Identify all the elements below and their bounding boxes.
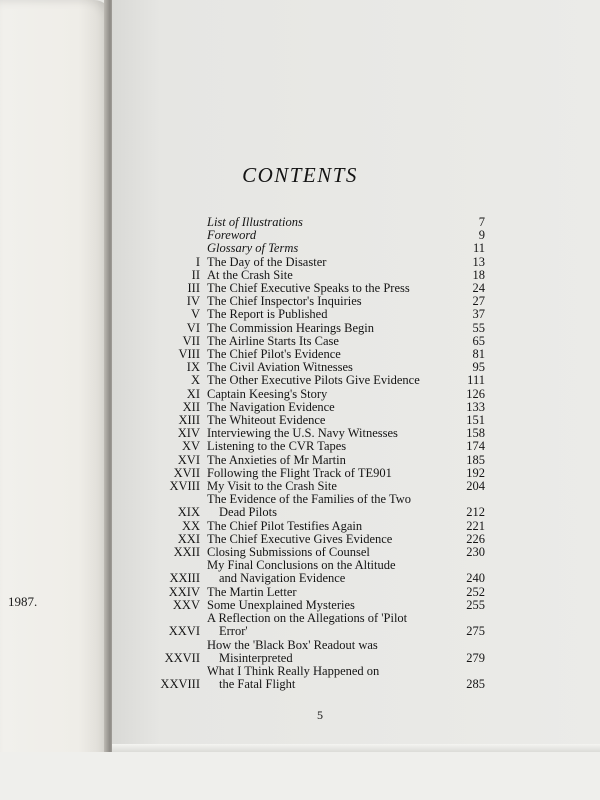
- chapter-entry: [140, 639, 485, 665]
- left-page-fragment: 1987.: [8, 594, 38, 609]
- chapter-number: XXIV: [168, 584, 200, 599]
- chapter-number: I: [195, 254, 200, 269]
- table-of-contents: [140, 216, 485, 691]
- chapter-title: [207, 440, 441, 453]
- chapter-entry: [140, 520, 485, 533]
- chapter-number: IX: [186, 360, 200, 375]
- chapter-title: [207, 612, 441, 638]
- chapter-title-line: The Anxieties of Mr Martin: [207, 452, 346, 467]
- chapter-title-line: My Final Conclusions on the Altitude: [207, 558, 396, 573]
- chapter-page: 151: [466, 413, 485, 428]
- chapter-page: 81: [472, 347, 485, 362]
- chapter-page: 226: [466, 531, 485, 546]
- chapter-title: [207, 665, 441, 691]
- chapter-page: 133: [466, 399, 485, 414]
- chapter-title-line: A Reflection on the Allegations of 'Pilot: [207, 611, 408, 626]
- chapter-number: VIII: [178, 347, 200, 362]
- chapter-title: [207, 256, 441, 269]
- front-matter-entry: [140, 216, 485, 229]
- front-matter-list: [140, 216, 485, 256]
- chapter-title-line: The Report is Published: [207, 307, 328, 322]
- chapter-number: XVI: [177, 452, 200, 467]
- chapter-number: XXI: [177, 531, 200, 546]
- entry-title: List of Illustrations: [207, 215, 303, 229]
- chapter-number: VII: [182, 333, 200, 348]
- chapter-number: III: [187, 281, 200, 296]
- chapter-entry: [140, 388, 485, 401]
- chapter-page: 27: [472, 294, 485, 309]
- chapter-number: XI: [186, 386, 200, 401]
- entry-page: 11: [472, 241, 485, 256]
- chapter-title: [207, 639, 441, 665]
- chapter-page: 279: [466, 650, 485, 665]
- chapter-entry: [140, 322, 485, 335]
- chapter-page: 230: [466, 545, 485, 560]
- chapter-title-line: Listening to the CVR Tapes: [207, 439, 347, 454]
- chapter-entry: [140, 665, 485, 691]
- chapter-number: XIV: [177, 426, 200, 441]
- chapter-title-line: The Chief Inspector's Inquiries: [207, 294, 362, 309]
- chapter-page: 252: [466, 584, 485, 599]
- chapter-title-line: Interviewing the U.S. Navy Witnesses: [207, 426, 398, 441]
- chapter-title-line: The Other Executive Pilots Give Evidence: [207, 373, 420, 388]
- chapter-title-line: At the Crash Site: [207, 267, 293, 282]
- chapter-number: XIX: [177, 505, 200, 520]
- chapter-title: [207, 322, 441, 335]
- chapter-number: XX: [181, 518, 200, 533]
- chapter-number: II: [191, 267, 200, 282]
- chapter-list: [140, 256, 485, 692]
- chapter-title: [207, 520, 441, 533]
- chapter-title-line: The Chief Pilot Testifies Again: [207, 518, 363, 533]
- chapter-number: XIII: [178, 413, 200, 428]
- chapter-number: XXII: [173, 545, 200, 560]
- chapter-title-line: Misinterpreted: [219, 650, 293, 665]
- chapter-title-line: Closing Submissions of Counsel: [207, 545, 370, 560]
- left-page: [0, 0, 112, 800]
- chapter-title: [207, 308, 441, 321]
- chapter-title-line: Captain Keesing's Story: [207, 386, 328, 401]
- chapter-entry: [140, 612, 485, 638]
- chapter-title-line: Some Unexplained Mysteries: [207, 597, 355, 612]
- chapter-title: [207, 388, 441, 401]
- chapter-title-line: Error': [219, 624, 248, 639]
- chapter-page: 95: [472, 360, 485, 375]
- chapter-number: XVIII: [169, 479, 200, 494]
- chapter-entry: [140, 586, 485, 599]
- chapter-entry: [140, 454, 485, 467]
- chapter-number: IV: [186, 294, 200, 309]
- chapter-title-line: The Civil Aviation Witnesses: [207, 360, 353, 375]
- chapter-number: XII: [182, 399, 200, 414]
- chapter-title-line: The Day of the Disaster: [207, 254, 327, 269]
- chapter-page: 240: [466, 571, 485, 586]
- chapter-entry: [140, 374, 485, 387]
- chapter-title-line: What I Think Really Happened on: [207, 663, 380, 678]
- chapter-title-line: The Chief Pilot's Evidence: [207, 347, 341, 362]
- chapter-entry: [140, 308, 485, 321]
- chapter-number: XXIII: [169, 571, 200, 586]
- chapter-number: XXV: [172, 597, 200, 612]
- chapter-title-line: The Commission Hearings Begin: [207, 320, 374, 335]
- chapter-page: 255: [466, 597, 485, 612]
- chapter-number: XXVIII: [160, 677, 200, 692]
- entry-title: Glossary of Terms: [207, 241, 299, 256]
- table-surface: [0, 752, 600, 800]
- chapter-page: 126: [466, 386, 485, 401]
- chapter-title-line: Following the Flight Track of TE901: [207, 465, 392, 480]
- chapter-page: 37: [472, 307, 485, 322]
- chapter-title: [207, 374, 441, 387]
- chapter-title: [207, 559, 441, 585]
- chapter-title-line: and Navigation Evidence: [219, 571, 346, 586]
- entry-page: 9: [478, 228, 485, 243]
- chapter-number: X: [190, 373, 200, 388]
- chapter-title-line: The Chief Executive Speaks to the Press: [207, 281, 410, 296]
- chapter-entry: [140, 493, 485, 519]
- front-matter-entry: [140, 229, 485, 242]
- chapter-page: 13: [472, 254, 485, 269]
- contents-title: CONTENTS: [242, 163, 358, 187]
- chapter-page: 65: [472, 333, 485, 348]
- chapter-page: 285: [466, 677, 485, 692]
- chapter-title: [207, 493, 441, 519]
- chapter-number: XVII: [173, 465, 200, 480]
- chapter-title-line: My Visit to the Crash Site: [207, 479, 337, 494]
- chapter-page: 275: [466, 624, 485, 639]
- chapter-title: [207, 586, 441, 599]
- chapter-entry: [140, 256, 485, 269]
- chapter-page: 24: [472, 281, 485, 296]
- chapter-title-line: The Chief Executive Gives Evidence: [207, 531, 393, 546]
- chapter-page: 192: [466, 465, 485, 480]
- chapter-title: [207, 454, 441, 467]
- chapter-page: 185: [466, 452, 485, 467]
- chapter-page: 174: [466, 439, 485, 454]
- chapter-page: 55: [472, 320, 485, 335]
- chapter-page: 18: [472, 267, 485, 282]
- chapter-number: XV: [181, 439, 200, 454]
- chapter-title-line: the Fatal Flight: [219, 677, 296, 692]
- chapter-entry: [140, 559, 485, 585]
- front-matter-entry: [140, 242, 485, 255]
- chapter-title-line: Dead Pilots: [219, 505, 277, 520]
- chapter-number: VI: [186, 320, 200, 335]
- entry-title: Foreword: [207, 228, 257, 243]
- chapter-title-line: The Airline Starts Its Case: [207, 333, 339, 348]
- chapter-page: 221: [466, 518, 485, 533]
- chapter-page: 111: [467, 373, 485, 388]
- chapter-page: 204: [466, 479, 485, 494]
- chapter-number: V: [190, 307, 200, 322]
- chapter-number: XXVII: [164, 650, 200, 665]
- entry-page: 7: [478, 215, 485, 229]
- page-number: 5: [317, 708, 323, 722]
- chapter-title-line: The Navigation Evidence: [207, 399, 335, 414]
- chapter-page: 212: [466, 505, 485, 520]
- chapter-entry: [140, 440, 485, 453]
- chapter-title-line: The Whiteout Evidence: [207, 413, 326, 428]
- chapter-number: XXVI: [168, 624, 200, 639]
- chapter-title-line: The Evidence of the Families of the Two: [207, 492, 412, 507]
- chapter-title-line: How the 'Black Box' Readout was: [207, 637, 378, 652]
- chapter-title-line: The Martin Letter: [207, 584, 297, 599]
- chapter-page: 158: [466, 426, 485, 441]
